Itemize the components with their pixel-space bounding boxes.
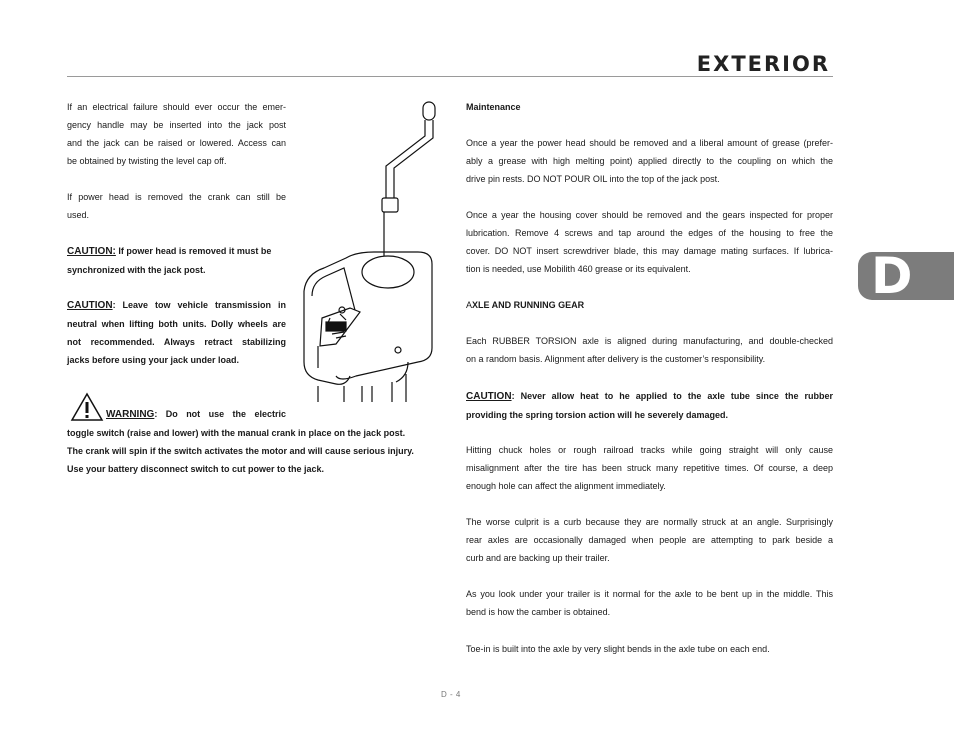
- chuck-holes-paragraph: Hitting chuck holes or rough railroad tracks while going straight will only cause misalignment after the tire has been struck many repetitive times. Of course, a deep enough hole can affect the alignment immediately.: [466, 445, 833, 491]
- toe-in-paragraph: Toe-in is built into the axle by very slight bends in the axle tube on each end.: [466, 644, 770, 654]
- page-number: D - 4: [441, 690, 461, 699]
- caution-label: CAUTION: [67, 300, 113, 311]
- warning-triangle-icon: [70, 392, 104, 422]
- caution-power-head: CAUTION: If power head is removed it must be synchronized with the jack post.: [67, 246, 272, 275]
- page-title: EXTERIOR: [696, 52, 830, 76]
- caution-transmission: CAUTION: Leave tow vehicle transmission in neutral when lifting both units. Dolly wheels are not recommended. Always retract stabilizing jacks before using your jack under load.: [67, 300, 286, 365]
- caution-label: CAUTION: [466, 391, 512, 402]
- power-head-grease-paragraph: Once a year the power head should be removed and a liberal amount of grease (prefer- ably a grease with high melting point) applied directly to the coupling on which the drive pin rests. DO NOT POUR OIL into the top of the jack post.: [466, 138, 833, 184]
- warning-label: WARNING: [106, 409, 155, 420]
- camber-paragraph: As you look under your trailer is it normal for the axle to be bent up in the middle. This bend is how the camber is obtained.: [466, 589, 833, 617]
- caution-label: CAUTION:: [67, 246, 116, 257]
- maintenance-heading: Maintenance: [466, 102, 521, 112]
- curb-paragraph: The worse culprit is a curb because they are normally struck at an angle. Surprisingly rear axles are occasionally damaged when people are attempting to park beside a curb and are backing up their trailer.: [466, 517, 833, 563]
- housing-cover-paragraph: Once a year the housing cover should be removed and the gears inspected for proper lubrication. Remove 4 screws and tap around the edges of the housing to free the cover. DO NOT insert screwdriver blade, this may damage mating surfaces. If lubrica- tion is needed, use Mobilith 460 grease or its equivalent.: [466, 210, 833, 274]
- jack-crank-illustration: [296, 96, 446, 406]
- section-tab: [858, 252, 954, 300]
- axle-heading: AXLE AND RUNNING GEAR: [466, 300, 585, 310]
- warning-first-line: WARNING: Do not use the electric: [106, 409, 286, 420]
- crank-paragraph: If power head is removed the crank can still be used.: [67, 192, 286, 220]
- torsion-axle-paragraph: Each RUBBER TORSION axle is aligned during manufacturing, and double-checked on a random basis. Alignment after delivery is the customer’s responsibility.: [466, 336, 833, 364]
- electrical-failure-paragraph: If an electrical failure should ever occur the emer- gency handle may be inserted into the jack post and the jack can be raised or lowered. Access can be obtained by twisting the level cap off.: [67, 102, 286, 166]
- header-rule: [67, 76, 833, 77]
- caution-axle-heat: CAUTION: Never allow heat to he applied to the axle tube since the rubber providing the spring torsion action will he severely damaged.: [466, 391, 833, 420]
- section-tab-letter: D: [871, 252, 913, 300]
- warning-body: toggle switch (raise and lower) with the manual crank in place on the jack post. The crank will spin if the switch activates the motor and will cause serious injury. Use your battery disconnect switch to cut power to the jack.: [67, 428, 414, 474]
